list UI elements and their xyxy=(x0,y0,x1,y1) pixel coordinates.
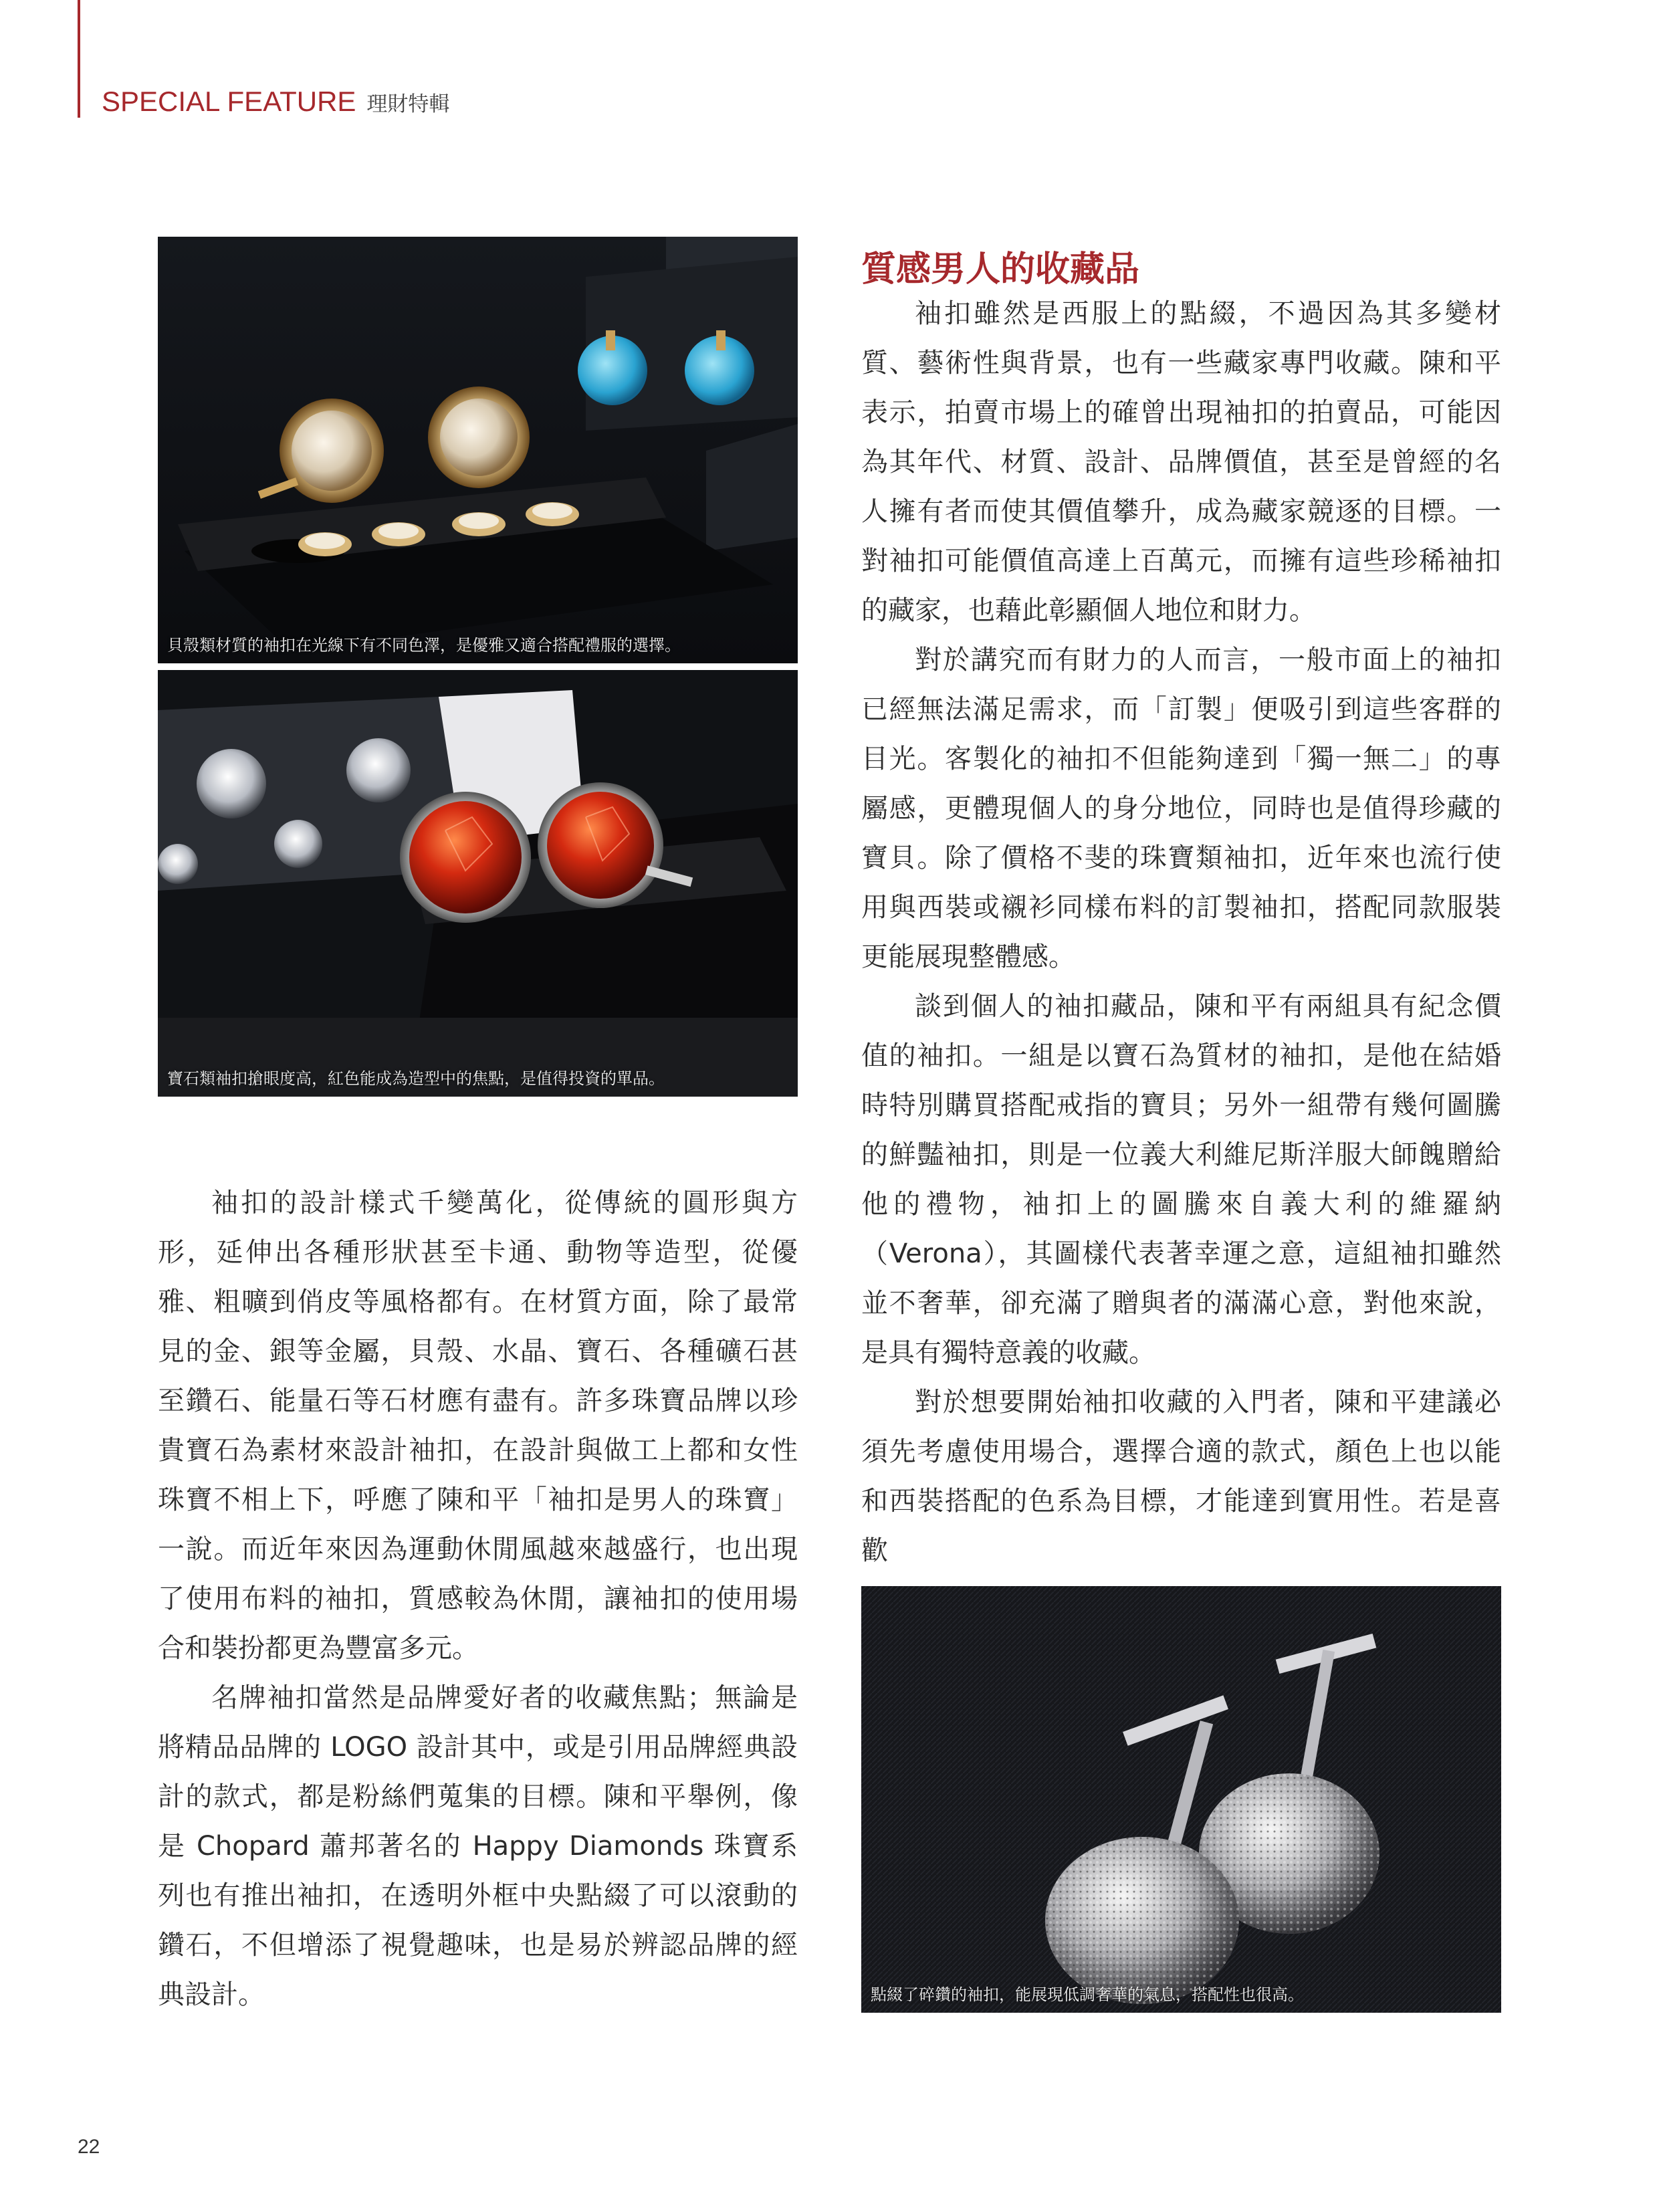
photo-shell-cufflinks xyxy=(158,237,798,663)
header-accent-line xyxy=(78,0,80,118)
right-column-text xyxy=(861,289,1501,1575)
section-header xyxy=(102,86,449,118)
page-number: 22 xyxy=(78,2136,100,2158)
diamond-cufflinks-illustration xyxy=(861,1586,1501,2013)
red-gem-cufflinks-illustration xyxy=(158,670,798,1097)
left-paragraph-1: 袖扣的設計樣式千變萬化，從傳統的圓形與方形，延伸出各種形狀甚至卡通、動物等造型，從優雅、粗曠到俏皮等風格都有。在材質方面，除了最常見的金、銀等金屬，貝殼、水晶、寶石、各種礦石甚至鑽石、能量石等石材應有盡有。許多珠寶品牌以珍貴寶石為素材來設計袖扣，在設計與做工上都和女性珠寶不相上下，呼應了陳和平「袖扣是男人的珠寶」一說。而近年來因為運動休閒風越來越盛行，也出現了使用布料的袖扣，質感較為休閒，讓袖扣的使用場合和裝扮都更為豐富多元。 xyxy=(158,1188,798,1664)
right-paragraph-2: 對於講究而有財力的人而言，一般市面上的袖扣已經無法滿足需求，而「訂製」便吸引到這些客群的目光。客製化的袖扣不但能夠達到「獨一無二」的專屬感，更體現個人的身分地位，同時也是值得珍藏的寶貝。除了價格不斐的珠寶類袖扣，近年來也流行使用與西裝或襯衫同樣布料的訂製袖扣，搭配同款服裝更能展現整體感。 xyxy=(861,645,1501,972)
section-label-zh: 理財特輯 xyxy=(366,92,450,116)
right-paragraph-3: 談到個人的袖扣藏品，陳和平有兩組具有紀念價值的袖扣。一組是以寶石為質材的袖扣，是他在結婚時特別購買搭配戒指的寶貝；另外一組帶有幾何圖騰的鮮豔袖扣，則是一位義大利維尼斯洋服大師餽贈給他的禮物，袖扣上的圖騰來自義大利的維羅納（Verona），其圖樣代表著幸運之意，這組袖扣雖然並不奢華，卻充滿了贈與者的滿滿心意，對他來說，是具有獨特意義的收藏。 xyxy=(861,991,1501,1368)
photo-red-gem-cufflinks xyxy=(158,670,798,1097)
section-title: 質感男人的收藏品 xyxy=(861,249,1140,290)
left-column-text xyxy=(158,1178,798,2019)
photo2-caption: 寶石類袖扣搶眼度高，紅色能成為造型中的焦點，是值得投資的單品。 xyxy=(167,1069,665,1088)
right-paragraph-4: 對於想要開始袖扣收藏的入門者，陳和平建議必須先考慮使用場合，選擇合適的款式，顏色上也以能和西裝搭配的色系為目標，才能達到實用性。若是喜歡 xyxy=(861,1387,1501,1566)
photo3-caption: 點綴了碎鑽的袖扣，能展現低調奢華的氣息，搭配性也很高。 xyxy=(871,1985,1304,2004)
photo-diamond-cufflinks xyxy=(861,1586,1501,2013)
section-label-en: SPECIAL FEATURE xyxy=(102,86,356,117)
shell-cufflinks-illustration xyxy=(158,237,798,663)
right-paragraph-1: 袖扣雖然是西服上的點綴，不過因為其多變材質、藝術性與背景，也有一些藏家專門收藏。陳和平表示，拍賣市場上的確曾出現袖扣的拍賣品，可能因為其年代、材質、設計、品牌價值，甚至是曾經的名人擁有者而使其價值攀升，成為藏家競逐的目標。一對袖扣可能價值高達上百萬元，而擁有這些珍稀袖扣的藏家，也藉此彰顯個人地位和財力。 xyxy=(861,298,1501,626)
left-paragraph-2: 名牌袖扣當然是品牌愛好者的收藏焦點；無論是將精品品牌的 LOGO 設計其中，或是引用品牌經典設計的款式，都是粉絲們蒐集的目標。陳和平舉例，像是 Chopard 蕭邦著名的 Happy Diamonds 珠寶系列也有推出袖扣，在透明外框中央點綴了可以滾動的鑽石，不但增添了視覺趣味，也是易於辨認品牌的經典設計。 xyxy=(158,1682,798,2010)
photo1-caption: 貝殼類材質的袖扣在光線下有不同色澤，是優雅又適合搭配禮服的選擇。 xyxy=(167,636,681,655)
